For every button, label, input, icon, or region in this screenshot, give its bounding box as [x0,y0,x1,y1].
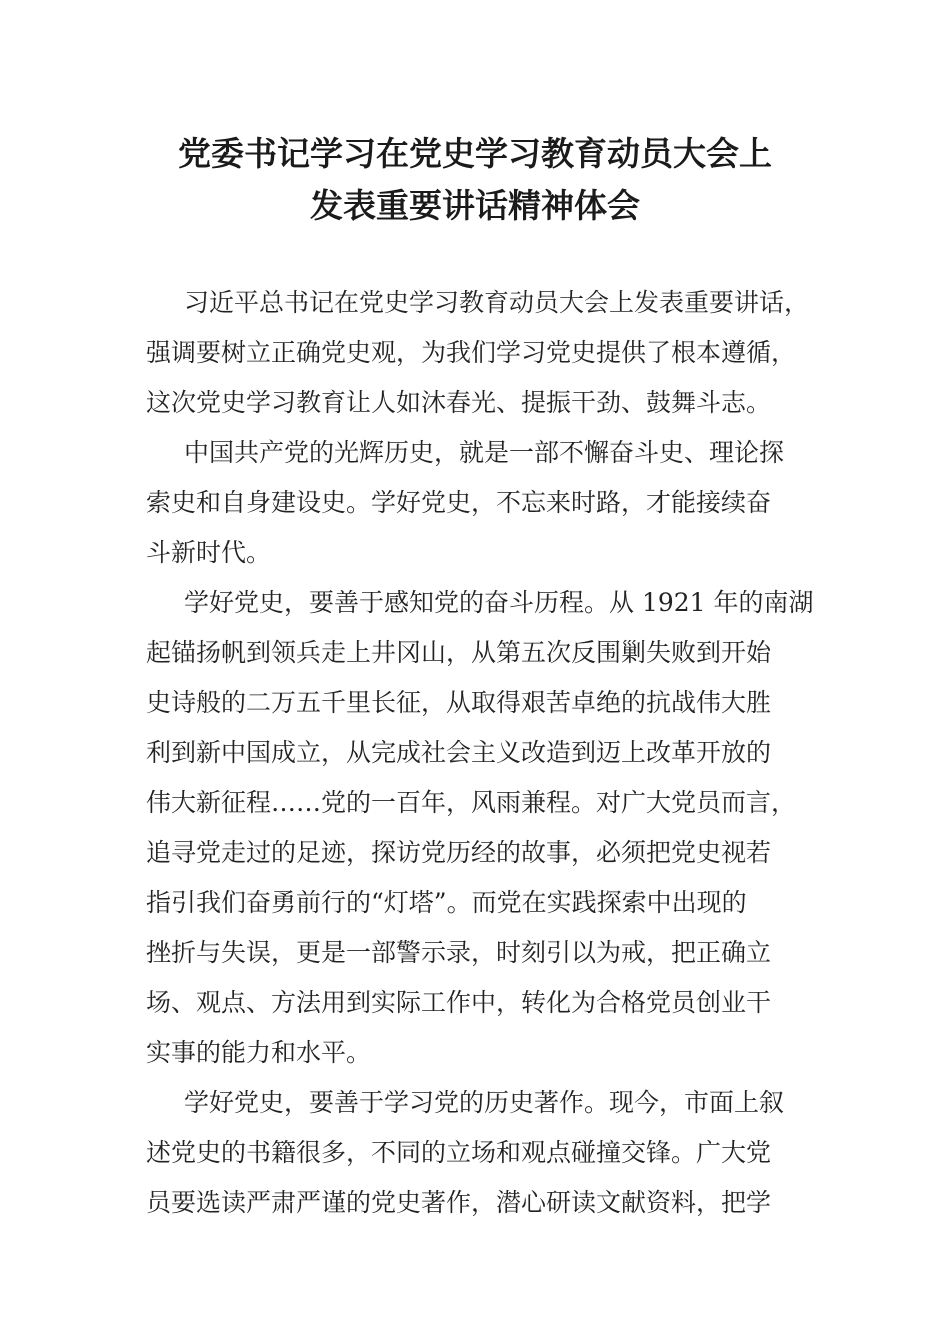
paragraph-4-line-3: 员要选读严肃严谨的党史著作，潜心研读文献资料，把学 [146,1188,772,1217]
paragraph-3-line-7: 指引我们奋勇前行的“灯塔”。而党在实践探索中出现的 [146,888,747,917]
paragraph-2-line-1: 中国共产党的光辉历史，就是一部不懈奋斗史、理论探 [184,438,785,467]
paragraph-3-line-3: 史诗般的二万五千里长征，从取得艰苦卓绝的抗战伟大胜 [146,688,772,717]
paragraph-4-line-1: 学好党史，要善于学习党的历史著作。现今，市面上叙 [184,1088,785,1117]
paragraph-3-line-5: 伟大新征程……党的一百年，风雨兼程。对广大党员而言， [146,788,797,817]
document-title-line-2: 发表重要讲话精神体会 [310,186,640,225]
document-title-line-1: 党委书记学习在党史学习教育动员大会上 [178,134,772,173]
paragraph-3-line-10: 实事的能力和水平。 [146,1038,372,1067]
paragraph-3-line-6: 追寻党走过的足迹，探访党历经的故事，必须把党史视若 [146,838,772,867]
paragraph-3-line-8: 挫折与失误，更是一部警示录，时刻引以为戒，把正确立 [146,938,772,967]
paragraph-4-line-2: 述党史的书籍很多，不同的立场和观点碰撞交锋。广大党 [146,1138,772,1167]
paragraph-3-line-1: 学好党史，要善于感知党的奋斗历程。从 1921 年的南湖 [184,588,814,617]
paragraph-1-line-1: 习近平总书记在党史学习教育动员大会上发表重要讲话， [184,288,810,317]
paragraph-3-line-9: 场、观点、方法用到实际工作中，转化为合格党员创业干 [146,988,772,1017]
paragraph-2-line-3: 斗新时代。 [146,538,272,567]
paragraph-1-line-3: 这次党史学习教育让人如沐春光、提振干劲、鼓舞斗志。 [146,388,772,417]
paragraph-2-line-2: 索史和自身建设史。学好党史，不忘来时路，才能接续奋 [146,488,772,517]
paragraph-1-line-2: 强调要树立正确党史观，为我们学习党史提供了根本遵循， [146,338,797,367]
paragraph-3-line-2: 起锚扬帆到领兵走上井冈山，从第五次反围剿失败到开始 [146,638,772,667]
paragraph-3-line-4: 利到新中国成立，从完成社会主义改造到迈上改革开放的 [146,738,772,767]
